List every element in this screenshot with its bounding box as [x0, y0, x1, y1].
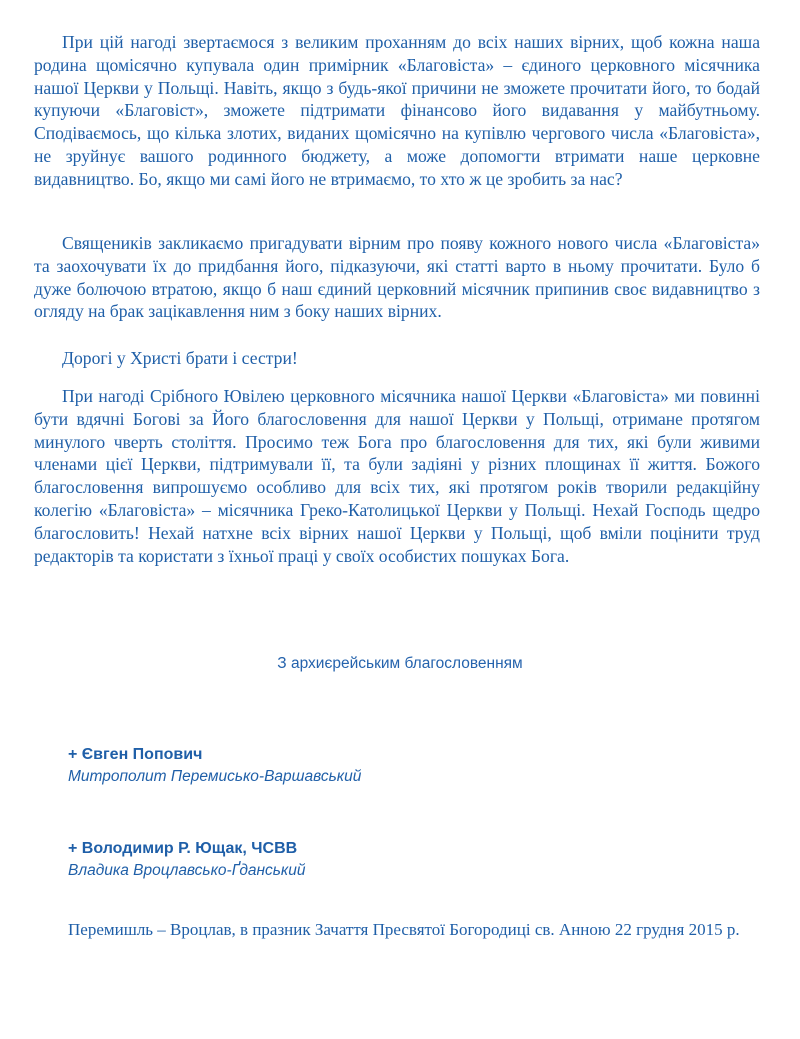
greeting: Дорогі у Христі брати і сестри! — [62, 348, 298, 368]
signer-name-1: + Євген Попович — [68, 746, 203, 763]
body-paragraph-2: Священиків закликаємо пригадувати вірним про появу кожного нового числа «Благовіста» та заохочувати їх до придбання його, підказуючи, які статті варто в ньому прочитати. Було б дуже болючою втратою, якщо б наш єдиний церковний місячник припинив своє видавництво з огляду на брак зацікавлення ним з боку наших вірних. — [34, 233, 760, 322]
body-paragraph-3: При нагоді Срібного Ювілею церковного місячника нашої Церкви «Благовіста» ми повинні бути вдячні Богові за Його благословення для нашої Церкви у Польщі, отримане протягом минулого чверть століття. Просимо теж Бога про благословення для тих, які були живими членами цієї Церкви, підтримували її, та були задіяні у різних площинах її життя. Божого благословення випрошуємо особливо для всіх тих, які протягом років творили редакційну колегію «Благовіста» – місячника Греко-Католицької Церкви у Польщі. Нехай Господь щедро благословить! Нехай натхне всіх вірних нашої Церкви у Польщі, щоб вміли поцінити труд редакторів та користати з їхньої праці у своїх особистих пошуках Бога. — [34, 386, 760, 566]
signature-block-2 — [68, 838, 306, 882]
signer-title-2: Владика Вроцлавсько-Ґданський — [68, 862, 306, 879]
signer-title-1: Митрополит Перемисько-Варшавський — [68, 768, 362, 785]
body-paragraph-1: При цій нагоді звертаємося з великим проханням до всіх наших вірних, щоб кожна наша родина щомісячно купувала один примірник «Благовіста» – єдиного церковного місячника нашої Церкви у Польщі. Навіть, якщо з будь-якої причини не зможете прочитати його, то бодай купуючи «Благовіст», зможете підтримати фінансово його видавання у майбутньому. Сподіваємось, що кілька злотих, виданих щомісячно на купівлю чергового числа «Благовіста», не зруйнує вашого родинного бюджету, а може допомогти втримати наше церковне видавництво. Бо, якщо ми самі його не втримаємо, то хто ж це зробить за нас? — [34, 32, 760, 189]
signer-name-2: + Володимир Р. Ющак, ЧСВВ — [68, 840, 298, 857]
signature-block-1 — [68, 744, 361, 788]
closing-blessing: З архиєрейським благословенням — [277, 655, 523, 672]
place-and-date: Перемишль – Вроцлав, в празник Зачаття Пресвятої Богородиці св. Анною 22 грудня 2015 р. — [68, 920, 740, 939]
